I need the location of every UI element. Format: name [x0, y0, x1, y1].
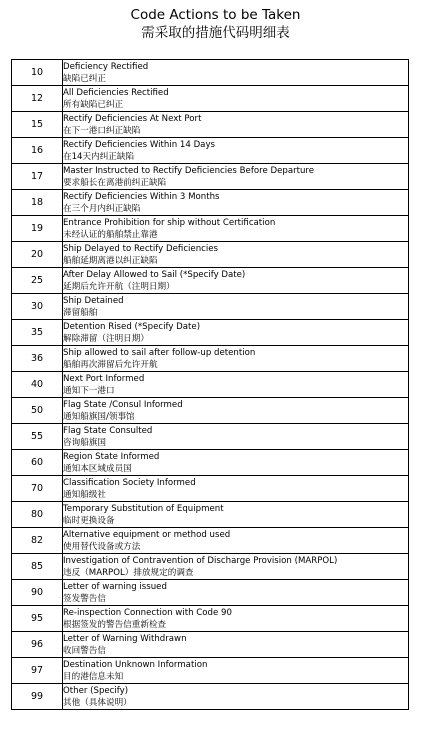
- table-row: [12, 424, 409, 450]
- action-description-cell: [63, 684, 409, 710]
- description-english: Region State Informed: [63, 451, 160, 462]
- description-english: Letter of warning issued: [63, 581, 167, 592]
- action-code-cell: 30: [12, 294, 63, 320]
- action-description-cell: [63, 268, 409, 294]
- action-description-cell: [63, 502, 409, 528]
- action-code-cell: 97: [12, 658, 63, 684]
- action-description-cell: [63, 242, 409, 268]
- table-row: [12, 320, 409, 346]
- page-title-chinese: 需采取的措施代码明细表: [141, 25, 290, 41]
- description-chinese: 在下一港口纠正缺陷: [63, 125, 141, 136]
- description-chinese: 违反（MARPOL）排放规定的调查: [63, 567, 194, 578]
- description-chinese: 要求船长在离港前纠正缺陷: [63, 177, 167, 188]
- description-chinese: 解除滞留（注明日期）: [63, 333, 149, 344]
- description-chinese: 缺陷已纠正: [63, 73, 106, 84]
- action-codes-table: [11, 59, 409, 710]
- description-chinese: 船舶再次滞留后允许开航: [63, 359, 158, 370]
- table-row: [12, 242, 409, 268]
- table-row: [12, 60, 409, 86]
- action-description-cell: [63, 320, 409, 346]
- table-row: [12, 606, 409, 632]
- table-row: [12, 138, 409, 164]
- action-description-cell: [63, 138, 409, 164]
- description-chinese: 通知船旗国/领事馆: [63, 411, 135, 422]
- action-code-cell: 80: [12, 502, 63, 528]
- description-english: Master Instructed to Rectify Deficiencies Before Departure: [63, 165, 315, 176]
- description-english: Re-inspection Connection with Code 90: [63, 607, 232, 618]
- table-row: [12, 268, 409, 294]
- description-english: Flag State Consulted: [63, 425, 153, 436]
- table-row: [12, 502, 409, 528]
- description-chinese: 目的港信息未知: [63, 671, 124, 682]
- action-description-cell: [63, 216, 409, 242]
- description-english: Detention Rised (*Specify Date): [63, 321, 201, 332]
- description-chinese: 签发警告信: [63, 593, 106, 604]
- action-code-cell: 36: [12, 346, 63, 372]
- action-description-cell: [63, 424, 409, 450]
- action-codes-table-body: [12, 60, 409, 710]
- action-code-cell: 15: [12, 112, 63, 138]
- description-english: Classification Society Informed: [63, 477, 196, 488]
- description-chinese: 所有缺陷已纠正: [63, 99, 124, 110]
- action-description-cell: [63, 112, 409, 138]
- table-row: [12, 112, 409, 138]
- description-chinese: 未经认证的船舶禁止靠港: [63, 229, 158, 240]
- description-chinese: 船舶延期离港以纠正缺陷: [63, 255, 158, 266]
- table-row: [12, 294, 409, 320]
- action-code-cell: 12: [12, 86, 63, 112]
- table-row: [12, 346, 409, 372]
- action-description-cell: [63, 658, 409, 684]
- table-row: [12, 476, 409, 502]
- action-code-cell: 18: [12, 190, 63, 216]
- description-english: Flag State /Consul Informed: [63, 399, 183, 410]
- action-code-cell: 35: [12, 320, 63, 346]
- description-english: All Deficiencies Rectified: [63, 87, 169, 98]
- description-english: Letter of Warning Withdrawn: [63, 633, 187, 644]
- table-row: [12, 190, 409, 216]
- table-row: [12, 216, 409, 242]
- description-english: Alternative equipment or method used: [63, 529, 231, 540]
- action-code-cell: 17: [12, 164, 63, 190]
- table-row: [12, 580, 409, 606]
- description-english: Deficiency Rectified: [63, 61, 149, 72]
- action-code-cell: 50: [12, 398, 63, 424]
- description-chinese: 滞留船舶: [63, 307, 98, 318]
- action-description-cell: [63, 372, 409, 398]
- table-row: [12, 398, 409, 424]
- table-row: [12, 372, 409, 398]
- description-chinese: 延期后允许开航（注明日期）: [63, 281, 175, 292]
- action-code-cell: 90: [12, 580, 63, 606]
- description-english: Ship Detained: [63, 295, 124, 306]
- action-description-cell: [63, 86, 409, 112]
- description-chinese: 通知本区域成员国: [63, 463, 132, 474]
- table-row: [12, 658, 409, 684]
- description-english: Rectify Deficiencies Within 14 Days: [63, 139, 216, 150]
- action-description-cell: [63, 476, 409, 502]
- action-code-cell: 85: [12, 554, 63, 580]
- action-description-cell: [63, 554, 409, 580]
- action-description-cell: [63, 606, 409, 632]
- page-title-english: Code Actions to be Taken: [130, 7, 301, 23]
- table-row: [12, 164, 409, 190]
- action-code-cell: 95: [12, 606, 63, 632]
- action-description-cell: [63, 346, 409, 372]
- action-description-cell: [63, 632, 409, 658]
- description-english: Ship Delayed to Rectify Deficiencies: [63, 243, 219, 254]
- description-english: Entrance Prohibition for ship without Certification: [63, 217, 276, 228]
- action-code-cell: 60: [12, 450, 63, 476]
- action-code-cell: 70: [12, 476, 63, 502]
- description-chinese: 收回警告信: [63, 645, 106, 656]
- description-english: Destination Unknown Information: [63, 659, 208, 670]
- table-row: [12, 86, 409, 112]
- action-code-cell: 55: [12, 424, 63, 450]
- description-english: Rectify Deficiencies Within 3 Months: [63, 191, 220, 202]
- description-english: Investigation of Contravention of Discharge Provision (MARPOL): [63, 555, 338, 566]
- description-english: Next Port Informed: [63, 373, 145, 384]
- action-description-cell: [63, 450, 409, 476]
- description-chinese: 根据签发的警告信重新检查: [63, 619, 167, 630]
- description-chinese: 通知下一港口: [63, 385, 115, 396]
- table-row: [12, 450, 409, 476]
- description-chinese: 临时更换设备: [63, 515, 115, 526]
- action-code-cell: 20: [12, 242, 63, 268]
- action-description-cell: [63, 398, 409, 424]
- description-english: Rectify Deficiencies At Next Port: [63, 113, 202, 124]
- table-row: [12, 528, 409, 554]
- action-code-cell: 96: [12, 632, 63, 658]
- action-description-cell: [63, 528, 409, 554]
- action-description-cell: [63, 164, 409, 190]
- description-chinese: 在14天内纠正缺陷: [63, 151, 135, 162]
- description-chinese: 在三个月内纠正缺陷: [63, 203, 141, 214]
- action-code-cell: 40: [12, 372, 63, 398]
- description-chinese: 使用替代设备或方法: [63, 541, 141, 552]
- action-description-cell: [63, 580, 409, 606]
- action-description-cell: [63, 294, 409, 320]
- description-english: Other (Specify): [63, 685, 129, 696]
- action-code-cell: 82: [12, 528, 63, 554]
- action-description-cell: [63, 60, 409, 86]
- table-row: [12, 684, 409, 710]
- action-code-cell: 16: [12, 138, 63, 164]
- action-description-cell: [63, 190, 409, 216]
- action-code-cell: 25: [12, 268, 63, 294]
- description-chinese: 通知船级社: [63, 489, 106, 500]
- action-code-cell: 99: [12, 684, 63, 710]
- action-code-cell: 19: [12, 216, 63, 242]
- description-chinese: 其他（具体说明）: [63, 697, 132, 708]
- description-english: After Delay Allowed to Sail (*Specify Date): [63, 269, 246, 280]
- action-code-cell: 10: [12, 60, 63, 86]
- description-chinese: 咨询船旗国: [63, 437, 106, 448]
- table-row: [12, 554, 409, 580]
- description-english: Temporary Substitution of Equipment: [63, 503, 224, 514]
- description-english: Ship allowed to sail after follow-up detention: [63, 347, 256, 358]
- table-row: [12, 632, 409, 658]
